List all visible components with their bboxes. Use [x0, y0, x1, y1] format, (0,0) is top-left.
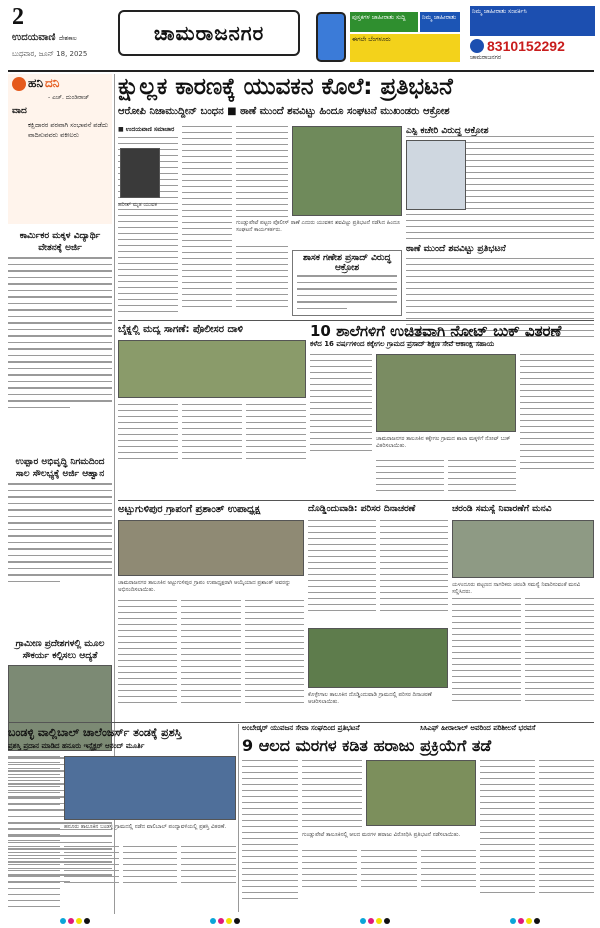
lead-bottom-rule	[118, 320, 594, 321]
story-d-photo	[308, 628, 448, 688]
story-headline: ಗ್ರಾಮೀಣ ಪ್ರದೇಶಗಳಲ್ಲಿ ಮೂಲ ಸೌಕರ್ಯ ಕಲ್ಪಿಸಲು ಆದ್ಯತೆ	[15, 639, 105, 661]
lead-photo	[292, 126, 402, 216]
story-body	[8, 257, 112, 408]
story-g-kicker-2: ಸಿಸಿಎಫ್ ಹೀರಾಲಾಲ್ ಅವರಿಂದ ಪರಿಶೀಲನೆ ಭರವಸೆ	[420, 724, 536, 732]
left-story-1[interactable]	[8, 230, 112, 413]
document-photo	[406, 140, 466, 210]
story-headline: ಕಾರ್ಮಿಕರ ಮಕ್ಕಳ ವಿದ್ಯಾರ್ಥಿ ವೇತನಕ್ಕೆ ಅರ್ಜಿ	[19, 231, 101, 253]
lead-right-column	[406, 126, 594, 347]
drop-icon	[12, 77, 26, 91]
story-a-photo	[118, 340, 306, 398]
story-f-col2	[64, 846, 236, 888]
story-g-caption: ಗುಂಡ್ಲುಪೇಟೆ ತಾಲೂಕಿನಲ್ಲಿ ಆಲದ ಮರಗಳ ಹರಾಜು ವಿರೋಧಿಸಿ ಪ್ರತಿಭಟನೆ ನಡೆಸಲಾಯಿತು.	[302, 832, 461, 838]
story-c-photo	[118, 520, 304, 576]
hanidani-author: - ಎಚ್. ದುಂಡಿರಾಜ್	[48, 94, 90, 101]
story-headline: ಉಪ್ಪಾರ ಅಭಿವೃದ್ಧಿ ನಿಗಮದಿಂದ ಸಾಲ ಸೌಲಭ್ಯಕ್ಕೆ ಅರ್ಜಿ ಆಹ್ವಾನ	[15, 457, 105, 479]
side-headline: ಎಸ್ಪಿ ಕಚೇರಿ ವಿರುದ್ಧ ಆಕ್ರೋಶ	[406, 126, 489, 136]
story-c-headline[interactable]: ಅಟ್ಟುಗುಳಿಪುರ ಗ್ರಾಪಂಗೆ ಪ್ರಶಾಂತ್ ಉಪಾಧ್ಯಕ್ಷ	[118, 504, 261, 515]
story-b-caption: ಚಾಮರಾಜನಗರ ತಾಲೂಕಿನ ಕಕ್ಕೇಗಲ ಗ್ರಾಮದ ಶಾಲಾ ಮಕ್ಕಳಿಗೆ ನೋಟ್ ಬುಕ್ ವಿತರಿಸಲಾಯಿತು.	[376, 436, 511, 449]
masthead	[0, 0, 600, 72]
story-f-headline[interactable]: ಬಂಡಳ್ಳಿ ವಾಲ್ಲಿಬಾಲ್ ಚಾಲೆಂಜರ್ಸ್ ತಂಡಕ್ಕೆ ಪ್ರಶಸ್ತಿ	[8, 726, 182, 739]
story-c-caption: ಚಾಮರಾಜನಗರ ತಾಲೂಕಿನ ಅಟ್ಟುಗುಳಿಪುರ ಗ್ರಾಪಂ ಉಪಾಧ್ಯಕ್ಷರಾಗಿ ಆಯ್ಕೆಯಾದ ಪ್ರಶಾಂತ್ ಅವರನ್ನು ಅಭಿನಂದಿಸಲಾಯಿತು.	[118, 580, 291, 593]
box-headline: ಶಾಸಕ ಗಣೇಶ ಪ್ರಸಾದ್ ವಿರುದ್ಧ ಆಕ್ರೋಶ	[302, 253, 392, 273]
page-number: 2	[12, 4, 24, 30]
lead-sidebar-box[interactable]	[292, 250, 402, 316]
ad-phone-row	[470, 38, 595, 54]
story-b-headline[interactable]: 10 ಶಾಲೆಗಳಿಗೆ ಉಚಿತವಾಗಿ ನೋಟ್ ಬುಕ್ ವಿತರಣೆ	[310, 322, 562, 340]
story-b-subhead: ಕಳೆದ 16 ವರ್ಷಗಳಿಂದ ಕಕ್ಕೇಗಲ ಗ್ರಾಮದ ಪ್ರಸಾದ್ ಶಿಕ್ಷಣ ಸೇವೆ ಆಕಾಂಕ್ಷಿ ಸಹಾಯ	[310, 340, 495, 348]
registration-mark	[210, 918, 240, 924]
print-registration-marks	[0, 914, 600, 928]
ad-address: ಚಾಮರಾಜನಗರ	[470, 54, 502, 61]
brand-name: ಉದಯವಾಣಿ ದೇಶಕಾಲ	[12, 32, 77, 43]
registration-mark	[360, 918, 390, 924]
story-e-caption: ಯಳಂದೂರು ಪಟ್ಟಣದ ನಾಗರಿಕರು ಚರಂಡಿ ಸಮಸ್ಯೆ ನಿವಾರಿಸುವಂತೆ ಮನವಿ ಸಲ್ಲಿಸಿದರು.	[452, 582, 581, 595]
ad-phone-number: 8310152292	[487, 38, 565, 54]
story-g-col1	[242, 760, 298, 904]
phone-icon	[316, 12, 346, 62]
bottom-rule	[8, 722, 594, 723]
hanidani-poem: ಕಕ್ಷಿದಾರರ ಪರವಾಗಿ ಸಂಭಾವನೆ ಪಡೆದು ವಾದಿಸುವವರು ವಕೀಲರು	[28, 121, 109, 139]
story-b-photo	[376, 354, 516, 432]
ad-yellow-panel: ಈಗಲೇ ಬೆಂಗಳೂರು	[350, 34, 460, 62]
issue-date: ಬುಧವಾರ, ಜೂನ್ 18, 2025	[12, 50, 88, 58]
lead-photo-caption: ಗುಂಡ್ಲುಪೇಟೆ ಪಟ್ಟಣ ಪೊಲೀಸ್ ಠಾಣೆ ಎದುರು ಯುವಕನ ಶವವಿಟ್ಟು ಪ್ರತಿಭಟನೆ ನಡೆಸಿದ ಹಿಂದೂ ಸಂಘಟನೆ ಕಾರ್ಯಕರ್ತರು.	[236, 220, 401, 233]
story-e-photo	[452, 520, 594, 578]
story-e-headline[interactable]: ಚರಂಡಿ ಸಮಸ್ಯೆ ನಿವಾರಣೆಗೆ ಮನವಿ	[452, 504, 552, 514]
story-f-caption: ಹನೂರು ತಾಲೂಕಿನ ಬಂಡಳ್ಳಿ ಗ್ರಾಮದಲ್ಲಿ ನಡೆದ ವಾಲಿಬಾಲ್ ಪಂದ್ಯಾವಳಿಯಲ್ಲಿ ಪ್ರಶಸ್ತಿ ವಿತರಣೆ.	[64, 824, 227, 830]
ad-green-panel: ಪುಸ್ತಕಗಳ ಜಾಹೀರಾತು ಸುದ್ದಿ	[350, 12, 418, 32]
section-title: ಚಾಮರಾಜನಗರ	[118, 10, 300, 56]
advertisement-right[interactable]	[470, 6, 595, 68]
story-g-col3	[302, 850, 476, 892]
story-c-body	[118, 600, 304, 708]
story-g-kicker: ಅಂಬೇಡ್ಕರ್ ಯುವಜನ ಸೇವಾ ಸಂಘದಿಂದ ಪ್ರತಿಭಟನೆ	[242, 724, 360, 732]
hanidani-logo: ಹನಿ ದನಿ	[12, 76, 59, 91]
story-a-headline[interactable]: ಬೈಕ್ನಲ್ಲಿ ಮದ್ಯ ಸಾಗಣೆ: ಪೊಲೀಸರ ದಾಳಿ	[118, 324, 243, 335]
bureau-credit: ■ ಉದಯವಾಣಿ ಸಮಾಚಾರ	[118, 126, 175, 133]
hanidani-box	[8, 74, 112, 224]
story-b-col3	[520, 354, 594, 474]
story-body	[8, 483, 112, 582]
advertisement-middle[interactable]	[312, 8, 462, 66]
lead-headline[interactable]: ಕ್ಷುಲ್ಲಕ ಕಾರಣಕ್ಕೆ ಯುವಕನ ಕೊಲೆ: ಪ್ರತಿಭಟನೆ	[118, 74, 453, 100]
registration-mark	[60, 918, 90, 924]
phone-icon	[470, 39, 484, 53]
left-story-2[interactable]	[8, 456, 112, 587]
story-f-subhead: ಪ್ರಶಸ್ತಿ ಪ್ರದಾನ ಮಾಡಿದ ಹನೂರು ಇನ್ಸ್ಪೆಕ್ಟರ್ ಆನಂದ್ ಮೂರ್ತಿ	[8, 742, 145, 750]
lead-column-3	[236, 126, 288, 222]
hanidani-title: ವಾದ	[12, 106, 27, 116]
side-headline-2: ಠಾಣೆ ಮುಂದೆ ಶವವಿಟ್ಟು ಪ್ರತಿಭಟನೆ	[406, 243, 506, 254]
ad-right-text: ನಿಮ್ಮ ಜಾಹೀರಾತು ಸಂಪರ್ಕಿಸಿ	[470, 6, 595, 36]
story-a-body	[118, 340, 306, 464]
ad-blue-panel: ನಿಮ್ಮ ಜಾಹೀರಾತು	[420, 12, 460, 32]
story-g-col2	[302, 760, 362, 832]
story-b-col1	[310, 354, 372, 456]
story-d-headline[interactable]: ದೊಡ್ಡಿಂದುವಾಡಿ: ಪರಿಸರ ದಿನಾಚರಣೆ	[308, 504, 416, 514]
story-d-body	[308, 520, 448, 616]
story-g-col4	[480, 760, 594, 898]
registration-mark	[510, 918, 540, 924]
masthead-rule	[8, 70, 594, 72]
story-g-headline[interactable]: 9 ಆಲದ ಮರಗಳ ಕಡಿತ ಹರಾಜು ಪ್ರಕ್ರಿಯೆಗೆ ತಡೆ	[242, 736, 492, 755]
bottom-divider	[238, 724, 239, 912]
story-f-photo	[64, 756, 236, 820]
story-b-col2	[376, 460, 516, 496]
story-g-photo	[366, 760, 476, 826]
lead-column-4	[236, 246, 288, 312]
lead-column-2	[182, 126, 232, 312]
mid-rule	[118, 500, 594, 501]
lead-subhead: ಆರೋಪಿ ನಿಜಾಮುದ್ದೀನ್ ಬಂಧನ ■ ಠಾಣೆ ಮುಂದೆ ಶವವಿಟ್ಟು ಹಿಂದೂ ಸಂಘಟನೆ ಮುಖಂಡರು ಆಕ್ರೋಶ	[118, 106, 450, 117]
story-e-body	[452, 598, 594, 706]
story-f-col1	[8, 756, 60, 912]
inset-portrait	[120, 148, 160, 198]
inset-caption: ಹರೀಶ್ ಮೃತ ಯುವಕ	[118, 202, 158, 208]
story-d-caption: ಕೊಳ್ಳೇಗಾಲ ತಾಲೂಕಿನ ದೊಡ್ಡಿಂದುವಾಡಿ ಗ್ರಾಮದಲ್ಲಿ ಪರಿಸರ ದಿನಾಚರಣೆ ಆಚರಿಸಲಾಯಿತು.	[308, 692, 432, 705]
